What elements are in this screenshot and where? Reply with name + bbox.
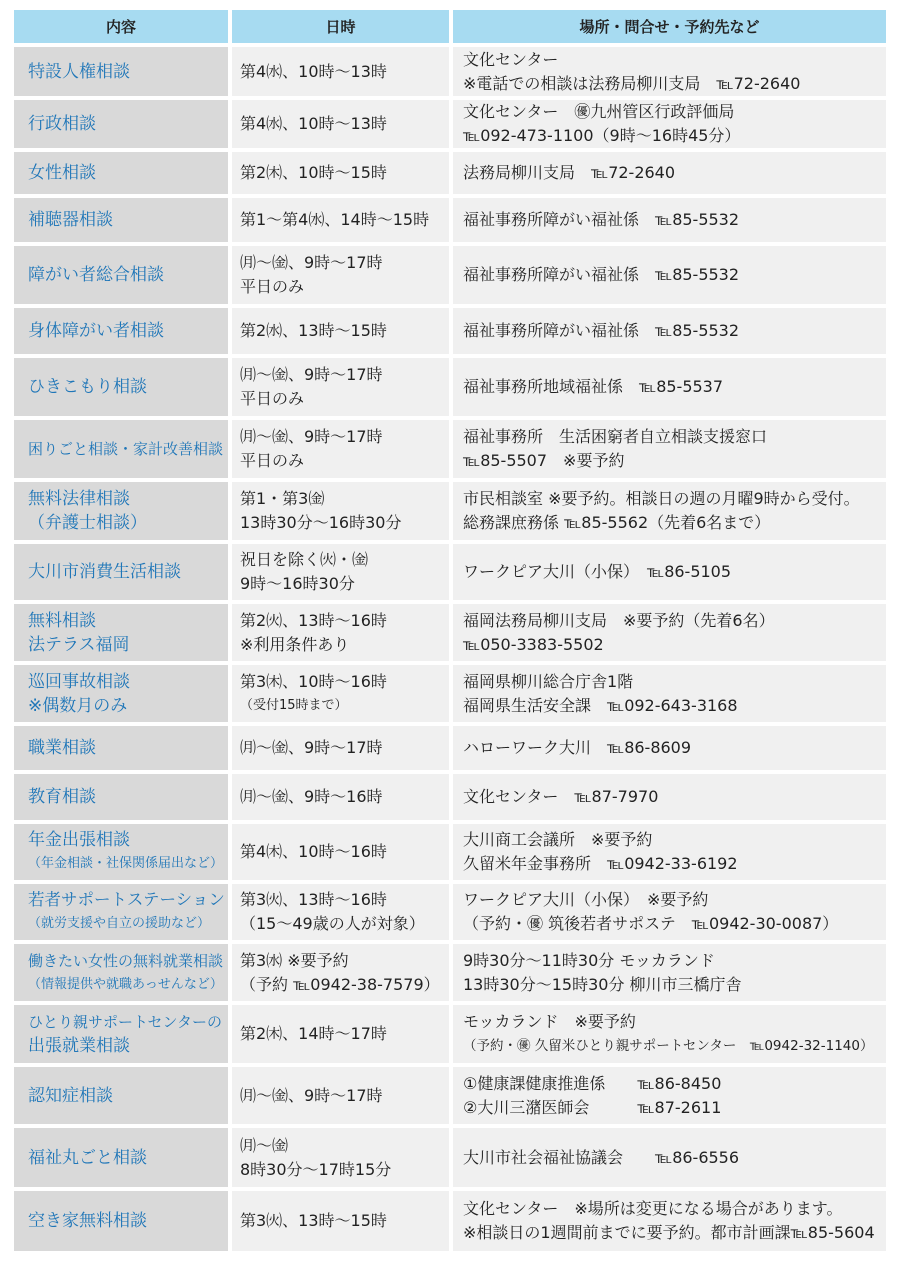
place-cell: [453, 1067, 886, 1124]
date-cell-line: 第4㈬、10時〜13時: [240, 114, 387, 133]
date-cell: [232, 358, 449, 416]
date-cell: [232, 884, 449, 940]
place-cell-line: 福祉事務所 生活困窮者自立相談支援窓口: [463, 427, 768, 446]
date-cell-line: 第2㈭、10時〜15時: [240, 163, 387, 182]
topic-cell-line: 年金出張相談: [28, 830, 130, 850]
place-cell-line: 福岡法務局柳川支局 ※要予約（先着6名）: [463, 610, 775, 630]
place-cell: [453, 420, 886, 478]
date-cell: [232, 544, 449, 600]
place-cell-line: ℡85-5507 ※要予約: [463, 451, 625, 470]
table-row: [14, 824, 886, 880]
place-cell-line: 久留米年金事務所 ℡0942-33-6192: [463, 854, 738, 873]
topic-cell: [14, 665, 228, 722]
date-cell-line: 第4㈬、10時〜13時: [240, 61, 387, 81]
topic-cell-line: 行政相談: [28, 114, 96, 134]
date-cell-line: ㈪〜㈮、9時〜17時: [240, 253, 383, 272]
topic-cell: [14, 824, 228, 880]
date-cell-line: 祝日を除く㈫・㈮: [240, 550, 369, 569]
table-body: [14, 47, 886, 1251]
topic-cell-line: （就労支援や自立の援助など）: [28, 916, 211, 931]
place-cell-line: 法務局柳川支局 ℡72-2640: [463, 163, 676, 182]
place-cell: [453, 1191, 886, 1251]
table-row: [14, 1128, 886, 1187]
topic-cell-line: （年金相談・社保関係届出など）: [28, 856, 224, 871]
place-cell-line: ワークピア大川（小保） ※要予約: [463, 890, 709, 909]
place-cell-line: 福岡県生活安全課 ℡092-643-3168: [463, 695, 738, 715]
topic-cell: [14, 246, 228, 304]
place-cell-line: ℡050-3383-5502: [463, 634, 604, 654]
place-cell: [453, 100, 886, 148]
table-row: [14, 665, 886, 722]
place-cell: [453, 152, 886, 194]
table-row: [14, 544, 886, 600]
place-cell-line: 文化センター: [463, 49, 559, 69]
topic-cell-line: 大川市消費生活相談: [28, 562, 181, 582]
table-row: [14, 358, 886, 416]
place-cell: [453, 47, 886, 96]
place-cell-line: 大川市社会福祉協議会 ℡86-6556: [463, 1147, 740, 1167]
place-cell: [453, 824, 886, 880]
table-row: [14, 1067, 886, 1124]
place-cell: [453, 884, 886, 940]
date-cell: [232, 944, 449, 1001]
topic-cell-line: 無料法律相談: [28, 489, 130, 509]
date-cell-line: 第1・第3㈮: [240, 489, 325, 508]
place-cell-line: ※相談日の1週間前までに要予約。都市計画課℡85-5604: [463, 1223, 875, 1242]
header-place: 場所・問合せ・予約先など: [453, 10, 886, 43]
topic-cell: [14, 198, 228, 242]
date-cell: [232, 308, 449, 354]
place-cell: [453, 358, 886, 416]
place-cell-line: 総務課庶務係 ℡85-5562（先着6名まで）: [463, 513, 771, 532]
topic-cell: [14, 308, 228, 354]
topic-cell-line: ひとり親サポートセンターの: [28, 1013, 222, 1031]
date-cell: [232, 1191, 449, 1251]
topic-cell: [14, 420, 228, 478]
date-cell-line: 第2㈬、13時〜15時: [240, 321, 387, 340]
place-cell-line: ハローワーク大川 ℡86-8609: [463, 738, 692, 757]
table-row: [14, 246, 886, 304]
topic-cell: [14, 1067, 228, 1124]
date-cell-line: 第3㈫、13時〜15時: [240, 1211, 387, 1230]
date-cell: [232, 246, 449, 304]
date-cell: [232, 47, 449, 96]
date-cell-line: 第3㈫、13時〜16時: [240, 890, 387, 909]
place-cell-line: モッカランド ※要予約: [463, 1012, 636, 1031]
topic-cell: [14, 358, 228, 416]
place-cell: [453, 308, 886, 354]
header-topic: 内容: [14, 10, 228, 43]
topic-cell-line: 巡回事故相談: [28, 671, 130, 692]
date-cell-line: 第2㈭、14時〜17時: [240, 1024, 387, 1043]
table-row: [14, 420, 886, 478]
place-cell: [453, 482, 886, 540]
topic-cell-line: ※偶数月のみ: [28, 695, 128, 716]
table-row: [14, 944, 886, 1001]
place-cell-line: ②大川三潴医師会 ℡87-2611: [463, 1097, 722, 1117]
place-cell: [453, 1128, 886, 1187]
place-cell-line: ℡092-473-1100（9時〜16時45分）: [463, 126, 741, 145]
topic-cell-line: 福祉丸ごと相談: [28, 1147, 147, 1168]
place-cell-line: 福祉事務所障がい福祉係 ℡85-5532: [463, 265, 740, 284]
date-cell-line: 第2㈫、13時〜16時: [240, 610, 387, 630]
topic-cell-line: 認知症相談: [28, 1085, 113, 1106]
topic-cell-line: ひきこもり相談: [28, 377, 147, 397]
date-cell: [232, 482, 449, 540]
date-cell-line: 13時30分〜16時30分: [240, 513, 402, 532]
topic-cell-line: 教育相談: [28, 787, 96, 807]
place-cell-line: ①健康課健康推進係 ℡86-8450: [463, 1073, 722, 1093]
topic-cell-line: 若者サポートステーション: [28, 890, 225, 909]
place-cell-line: 文化センター ※場所は変更になる場合があります。: [463, 1199, 843, 1218]
topic-cell-line: 女性相談: [28, 163, 96, 183]
date-cell-line: ㈪〜㈮、9時〜17時: [240, 1085, 383, 1105]
topic-cell-line: 障がい者総合相談: [28, 265, 164, 285]
topic-cell: [14, 944, 228, 1001]
date-cell-line: 平日のみ: [240, 451, 305, 470]
table-row: [14, 774, 886, 820]
topic-cell: [14, 152, 228, 194]
date-cell-line: （受付15時まで）: [240, 697, 348, 713]
table-row: [14, 1191, 886, 1251]
date-cell-line: 平日のみ: [240, 389, 305, 408]
topic-cell: [14, 884, 228, 940]
topic-cell-line: 出張就業相談: [28, 1036, 130, 1056]
place-cell-line: 13時30分〜15時30分 柳川市三橋庁舎: [463, 974, 742, 994]
topic-cell: [14, 47, 228, 96]
table-row: [14, 152, 886, 194]
place-cell-line: ※電話での相談は法務局柳川支局 ℡72-2640: [463, 73, 801, 93]
date-cell: [232, 420, 449, 478]
place-cell-line: 福岡県柳川総合庁舎1階: [463, 671, 634, 691]
topic-cell-line: 空き家無料相談: [28, 1211, 147, 1231]
place-cell-line: 文化センター ℡87-7970: [463, 787, 659, 806]
date-cell-line: 第3㈬ ※要予約: [240, 950, 349, 970]
table-row: [14, 308, 886, 354]
date-cell-line: （15〜49歳の人が対象）: [240, 914, 425, 933]
date-cell-line: 平日のみ: [240, 277, 305, 296]
topic-cell: [14, 726, 228, 770]
topic-cell: [14, 1005, 228, 1063]
date-cell: [232, 1067, 449, 1124]
place-cell: [453, 774, 886, 820]
date-cell-line: ㈪〜㈮、9時〜17時: [240, 427, 383, 446]
date-cell: [232, 824, 449, 880]
table-row: [14, 1005, 886, 1063]
table-row: [14, 726, 886, 770]
place-cell: [453, 246, 886, 304]
place-cell-line: ワークピア大川（小保） ℡86-5105: [463, 562, 732, 581]
place-cell-line: 福祉事務所障がい福祉係 ℡85-5532: [463, 210, 740, 229]
date-cell: [232, 665, 449, 722]
place-cell: [453, 1005, 886, 1063]
place-cell-line: （予約・㊝ 久留米ひとり親サポートセンター ℡0942-32-1140）: [463, 1038, 874, 1054]
place-cell-line: 福祉事務所障がい福祉係 ℡85-5532: [463, 321, 740, 340]
topic-cell: [14, 100, 228, 148]
topic-cell: [14, 482, 228, 540]
table-row: [14, 482, 886, 540]
topic-cell: [14, 1191, 228, 1251]
date-cell-line: ㈪〜㈮、9時〜17時: [240, 365, 383, 384]
topic-cell: [14, 774, 228, 820]
topic-cell-line: 困りごと相談・家計改善相談: [28, 440, 224, 458]
topic-cell: [14, 544, 228, 600]
topic-cell-line: 特設人権相談: [28, 61, 130, 82]
date-cell-line: ㈪〜㈮: [240, 1135, 289, 1155]
place-cell: [453, 544, 886, 600]
date-cell-line: 第4㈭、10時〜16時: [240, 842, 387, 861]
topic-cell-line: 無料相談: [28, 610, 96, 631]
place-cell-line: 大川商工会議所 ※要予約: [463, 830, 653, 849]
date-cell-line: 第1〜第4㈬、14時〜15時: [240, 210, 430, 229]
place-cell-line: 福祉事務所地域福祉係 ℡85-5537: [463, 377, 724, 396]
date-cell-line: ㈪〜㈮、9時〜17時: [240, 738, 383, 757]
place-cell: [453, 726, 886, 770]
date-cell-line: ※利用条件あり: [240, 634, 350, 654]
topic-cell-line: （情報提供や就職あっせんなど）: [28, 976, 223, 992]
header-row: [14, 10, 886, 43]
place-cell: [453, 665, 886, 722]
topic-cell: [14, 604, 228, 661]
place-cell-line: 9時30分〜11時30分 モッカランド: [463, 950, 715, 970]
date-cell-line: 9時〜16時30分: [240, 574, 355, 593]
topic-cell: [14, 1128, 228, 1187]
table-row: [14, 198, 886, 242]
topic-cell-line: 働きたい女性の無料就業相談: [28, 951, 224, 970]
date-cell: [232, 100, 449, 148]
date-cell: [232, 604, 449, 661]
date-cell: [232, 774, 449, 820]
place-cell-line: （予約・㊝ 筑後若者サポステ ℡0942-30-0087）: [463, 914, 839, 933]
header-datetime: 日時: [232, 10, 449, 43]
topic-cell-line: （弁護士相談）: [28, 513, 147, 533]
date-cell-line: ㈪〜㈮、9時〜16時: [240, 787, 383, 806]
place-cell-line: 市民相談室 ※要予約。相談日の週の月曜9時から受付。: [463, 489, 860, 508]
date-cell: [232, 198, 449, 242]
date-cell-line: （予約 ℡0942-38-7579）: [240, 974, 440, 994]
table-row: [14, 604, 886, 661]
table-row: [14, 100, 886, 148]
date-cell: [232, 1128, 449, 1187]
topic-cell-line: 職業相談: [28, 738, 96, 758]
date-cell: [232, 726, 449, 770]
place-cell: [453, 604, 886, 661]
topic-cell-line: 補聴器相談: [28, 210, 113, 230]
topic-cell-line: 身体障がい者相談: [28, 321, 164, 341]
date-cell: [232, 152, 449, 194]
date-cell-line: 第3㈭、10時〜16時: [240, 671, 387, 691]
consultation-table: [10, 6, 890, 1255]
place-cell-line: 文化センター ㊝九州管区行政評価局: [463, 102, 735, 121]
date-cell: [232, 1005, 449, 1063]
place-cell: [453, 944, 886, 1001]
table-row: [14, 884, 886, 940]
date-cell-line: 8時30分〜17時15分: [240, 1159, 392, 1179]
table-row: [14, 47, 886, 96]
place-cell: [453, 198, 886, 242]
topic-cell-line: 法テラス福岡: [28, 634, 130, 655]
